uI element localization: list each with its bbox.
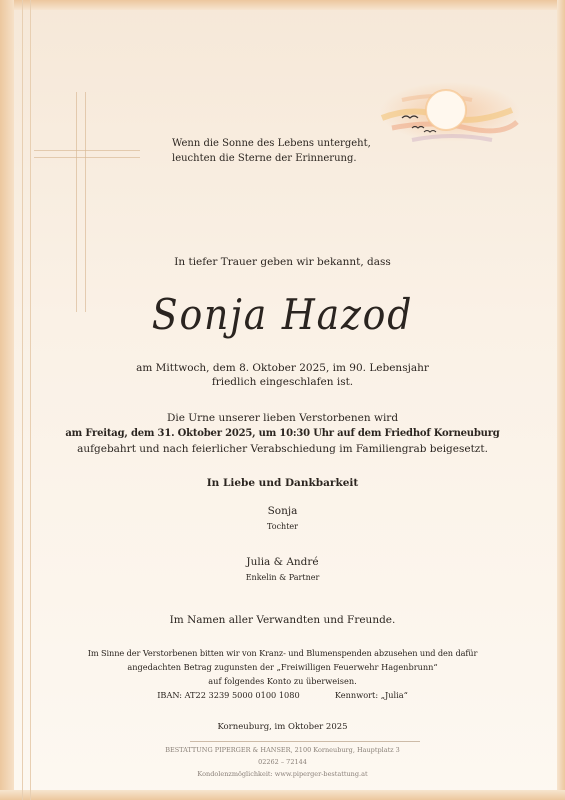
bank-details (0, 690, 565, 700)
mourners-heading: In Liebe und Dankbarkeit (206, 477, 359, 489)
sunset-icon (372, 70, 522, 160)
deceased-name: Sonja Hazod (151, 290, 414, 339)
death-line: friedlich eingeschlafen ist. (211, 376, 354, 388)
footer-divider (190, 741, 420, 742)
frame-bottom-border (0, 790, 565, 800)
ceremony-line: aufgebahrt und nach feierlicher Verabschiedung im Familiengrab beigesetzt. (77, 443, 488, 455)
mourner-name: Julia & André (246, 556, 319, 568)
mourner-name: Sonja (267, 505, 298, 517)
footer-line: 02262 – 72144 (258, 758, 307, 766)
keyword-text: Kennwort: „Julia“ (334, 690, 408, 700)
iban-text: IBAN: AT22 3239 5000 0100 1080 (157, 690, 300, 700)
ceremony-line: Die Urne unserer lieben Verstorbenen wird (166, 412, 399, 424)
mourner-relation: Tochter (267, 522, 298, 531)
frame-top-border (0, 0, 565, 10)
donation-line: Im Sinne der Verstorbenen bitten wir von Kranz- und Blumenspenden abzusehen und den dafür (87, 648, 478, 658)
mourner-relation: Enkelin & Partner (245, 573, 320, 582)
cross-icon (76, 92, 86, 312)
footer-line: BESTATTUNG PIPERGER & HANSER, 2100 Korneuburg, Hauptplatz 3 (165, 746, 400, 754)
death-line: am Mittwoch, dem 8. Oktober 2025, im 90. Lebensjahr (136, 362, 429, 374)
place-date: Korneuburg, im Oktober 2025 (217, 722, 348, 732)
closing-text: Im Namen aller Verwandten und Freunde. (169, 614, 396, 626)
ceremony-date: am Freitag, dem 31. Oktober 2025, um 10:30 Uhr auf dem Friedhof Korneuburg (65, 428, 500, 439)
intro-text: In tiefer Trauer geben wir bekannt, dass (174, 256, 391, 268)
donation-line: auf folgendes Konto zu überweisen. (208, 676, 357, 686)
donation-line: angedachten Betrag zugunsten der „Freiwilligen Feuerwehr Hagenbrunn“ (127, 662, 438, 672)
footer-line: Kondolenzmöglichkeit: www.piperger-bestattung.at (197, 770, 368, 778)
quote-line: Wenn die Sonne des Lebens untergeht, (172, 138, 371, 149)
quote-line: leuchten die Sterne der Erinnerung. (172, 153, 357, 164)
cross-icon-bar (34, 150, 140, 158)
